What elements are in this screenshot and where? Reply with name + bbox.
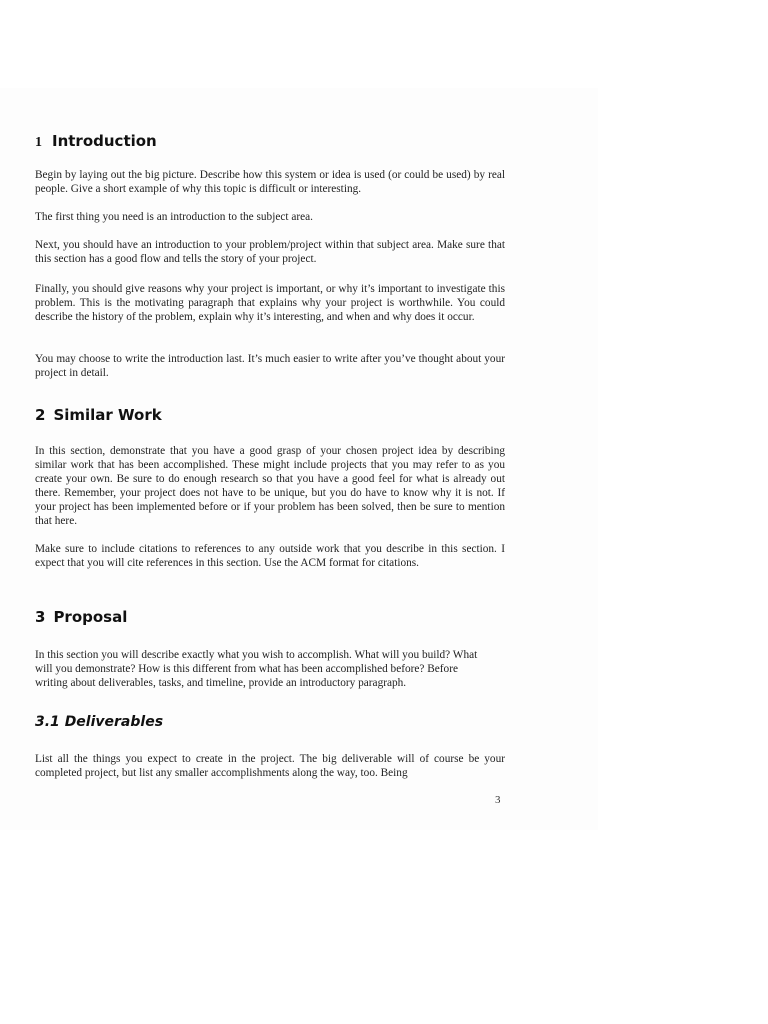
paragraph: Finally, you should give reasons why your project is important, or why it’s important to investigate this problem. This is the motivating paragraph that explains why your project is worthwhile. You could describe the history of the problem, explain why it’s interesting, and when and why does it occur.: [35, 283, 505, 323]
paragraph: List all the things you expect to create in the project. The big deliverable will of course be your completed project, but list any smaller accomplishments along the way, too. Being: [35, 753, 505, 779]
section-heading-introduction: [35, 132, 157, 151]
subsection-title: Deliverables: [64, 714, 164, 730]
section-number: 1: [35, 135, 42, 150]
section-heading-similar-work: [35, 406, 162, 424]
paragraph: The first thing you need is an introduction to the subject area.: [35, 211, 313, 223]
paragraph: You may choose to write the introduction last. It’s much easier to write after you’ve thought about your project in detail.: [35, 353, 505, 379]
section-number: 3: [35, 608, 46, 626]
paragraph: In this section, demonstrate that you have a good grasp of your chosen project idea by describing similar work that has been accomplished. These might include projects that you may refer to as you create your own. Be sure to do enough research so that you have a good feel for what is already out there. Remember, your project does not have to be unique, but you do have to know why it is not. If your project has been implemented before or if your problem has been solved, then be sure to mention that here.: [35, 445, 505, 527]
paragraph: In this section you will describe exactly what you wish to accomplish. What will you build? What will you demonstrate? How is this different from what has been accomplished before? Before writing about deliverables, tasks, and timeline, provide an introductory paragraph.: [35, 649, 478, 689]
paragraph: Next, you should have an introduction to your problem/project within that subject area. Make sure that this section has a good flow and tells the story of your project.: [35, 239, 505, 265]
section-title: Similar Work: [53, 406, 162, 424]
paragraph: Make sure to include citations to references to any outside work that you describe in this section. I expect that you will cite references in this section. Use the ACM format for citations.: [35, 543, 505, 569]
section-title: Introduction: [52, 132, 157, 150]
paragraph: Begin by laying out the big picture. Describe how this system or idea is used (or could be used) by real people. Give a short example of why this topic is difficult or interesting.: [35, 169, 505, 195]
subsection-heading-deliverables: [35, 714, 163, 730]
section-number: 2: [35, 406, 46, 424]
section-title: Proposal: [53, 608, 128, 626]
subsection-number: 3.1: [35, 714, 60, 730]
document-page: [0, 88, 598, 830]
section-heading-proposal: [35, 608, 127, 626]
page-number: 3: [495, 794, 501, 806]
